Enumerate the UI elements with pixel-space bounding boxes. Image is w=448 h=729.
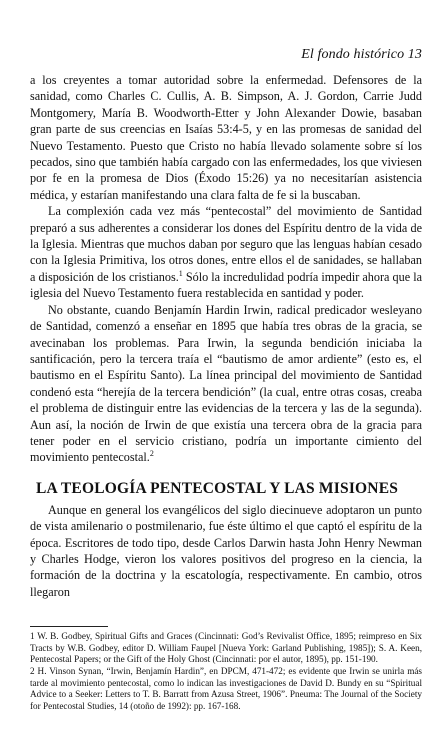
running-header [301,47,422,63]
paragraph-2-text-a: La complexión cada vez más “pentecostal” del movimiento de Santidad preparó a sus adherentes a considerar los dones del Espíritu dentro de la vida de la Iglesia. Mientras que muchos daban por seguro que las lenguas habían cesado con la Iglesia Primitiva, los otros dones, entre ellos el de sanidades, se hallaban a disposición de los cristianos. [30,204,422,284]
footnote-2: 2 H. Vinson Synan, “Irwin, Benjamín Hardin”, en DPCM, 471-472; es evidente que Irwin se unirla más tarde al movimiento pentecostal, como lo indican las investigaciones de David D. Bundy en su “Spiritual Advice to a Seeker: Letters to T. B. Barratt from Azusa Street, 1906”. Pneuma: The Journal of the Society for Pentecostal Studies, 14 (otoño de 1992): pp. 167-168. [30,666,422,711]
footnote-ref-1: 1 [178,268,183,278]
paragraph-2 [30,203,422,301]
footnote-divider [30,626,108,627]
running-title: El fondo histórico [301,47,405,62]
section-paragraph: Aunque en general los evangélicos del siglo diecinueve adoptaron un punto de vista amilenario o postmilenario, fue éste último el que captó el espíritu de la época. Escritores de todo tipo, desde Carlos Darwin hasta John Henry Newman y Charles Hodge, vieron los valores positivos del progreso en la ciencia, la formación de la doctrina y la escatología, respectivamente. En cambio, otros llegaron [30,502,422,599]
footnote-1: 1 W. B. Godbey, Spiritual Gifts and Graces (Cincinnati: God’s Revivalist Office, 1895; reimpreso en Six Tracts by W.B. Godbey, editor D. William Faupel [Nueva York: Garland Publishing, 1985]); S. A. Keen, Pentecostal Papers; or the Gift of the Holy Ghost (Cincinnati: por el autor, 1895), pp. 151-190. [30,631,422,664]
page-body [30,72,422,713]
paragraph-1: a los creyentes a tomar autoridad sobre la enfermedad. Defensores de la sanidad, como Charles C. Cullis, A. B. Simpson, A. J. Gordon, Carrie Judd Montgomery, María B. Woodworth-Etter y John Alexander Dowie, basaban gran parte de sus creencias en Isaías 53:4-5, y en las promesas de sanidad del Nuevo Testamento. Puesto que Cristo no había llevado solamente sobre sí los pecados, sino que también había cargado con las enfermedades, los que viviesen por fe en la promesa de Dios (Éxodo 15:26) ya no necesitarían asistencia médica, y estarían manifestando una clara falta de fe si la buscaban. [30,73,423,202]
paragraph-3-text: No obstante, cuando Benjamín Hardin Irwin, radical predicador wesleyano de Santidad, comenzó a enseñar en 1895 que había tres obras de la gracia, se avecinaban los problemas. Para Irwin, la segunda bendición iniciaba la santificación, pero la tercera traía el “bautismo de amor ardiente” (esto es, el bautismo en el Espíritu Santo). La línea principal del movimiento de Santidad condenó esta “herejía de la tercera bendición” (la cual, entre otras cosas, creaba el problema de distinguir entre las evidencias de la tercera y las de la segunda). Aun así, la noción de Irwin de que existía una tercera obra de la gracia para tener poder en el servicio cristiano, podría un importante cimiento del movimiento pentecostal. [30,302,422,465]
section-heading: LA TEOLOGÍA PENTECOSTAL Y LAS MISIONES [36,479,399,497]
paragraph-3 [30,302,422,466]
footnote-ref-2: 2 [149,449,154,459]
page-number: 13 [407,47,422,62]
paragraph-2-text-b: Sólo la incredulidad podría impedir ahora que la iglesia del Nuevo Testamento fuera restablecida en santidad y poder. [30,269,423,301]
